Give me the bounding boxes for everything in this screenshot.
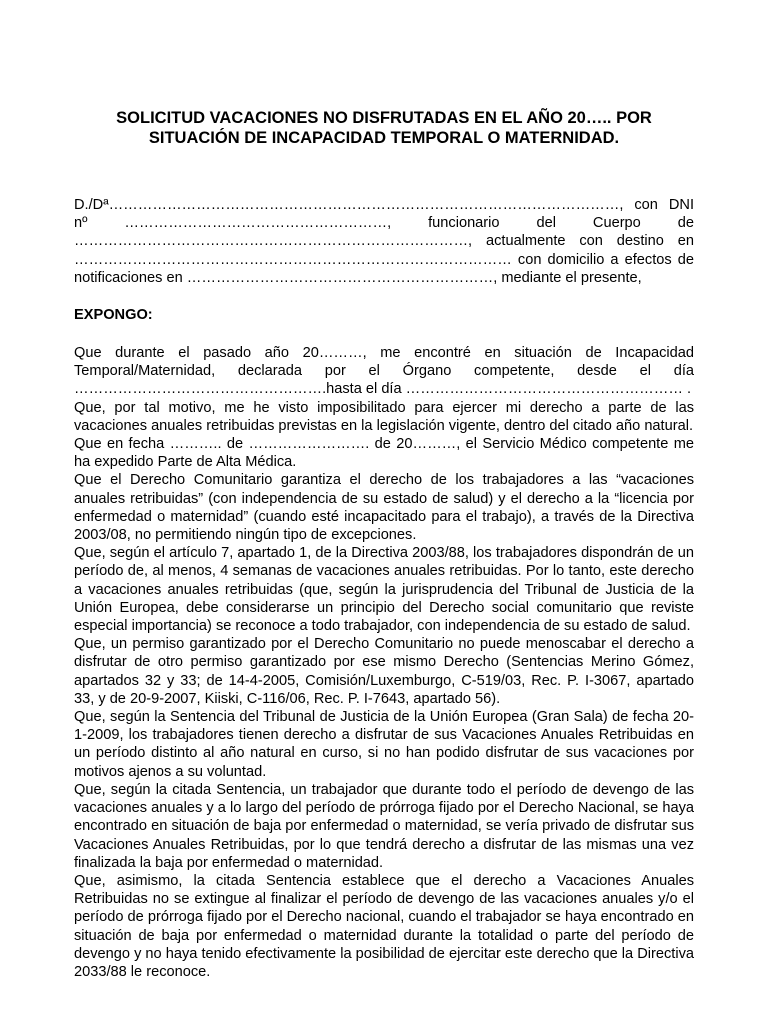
paragraph-1: Que durante el pasado año 20………, me encontré en situación de Incapacidad Temporal/Maternidad, declarada por el Órgano competente, desde el día …………………………………………….hasta el día ………………………………………………… . (74, 345, 694, 398)
intro-paragraph: D./Dª……………………………………………………………………………………………, con DNI nº ………………………………………………, funcionario del Cuerpo de ………………………………………………………………………, actualmente con destino en ……………………………………………………………………………… con domicilio a efectos de notificaciones en ………………………………………………………, mediante el presente, (74, 197, 694, 286)
paragraph-3: Que en fecha ……….. de ……………………. de 20………, el Servicio Médico competente me ha expedido Parte de Alta Médica. (74, 436, 694, 471)
paragraph-5: Que, según el artículo 7, apartado 1, de la Directiva 2003/88, los trabajadores dispondrán de un período de, al menos, 4 semanas de vacaciones anuales retribuidas. Por lo tanto, este derecho a vacaciones anuales retribuidas (que, según la jurisprudencia del Tribunal de Justicia de la Unión Europea, debe considerarse un principio del Derecho social comunitario que reviste especial importancia) se reconoce a todo trabajador, con independencia de su estado de salud. (74, 545, 694, 635)
title-line-2: SITUACIÓN DE INCAPACIDAD TEMPORAL O MATERNIDAD. (148, 129, 620, 147)
paragraph-9: Que, asimismo, la citada Sentencia establece que el derecho a Vacaciones Anuales Retribuidas no se extingue al finalizar el período de devengo de las vacaciones anuales y/o el período de prórroga fijado por el Derecho nacional, cuando el trabajador se haya encontrado en situación de baja por enfermedad o maternidad durante la totalidad o parte del período de devengo y no haya tenido efectivamente la posibilidad de ejercitar este derecho que la Directiva 2033/88 le reconoce. (74, 872, 694, 980)
exposition-body (74, 344, 694, 981)
section-heading: EXPONGO: (74, 307, 153, 324)
paragraph-6: Que, un permiso garantizado por el Derecho Comunitario no puede menoscabar el derecho a disfrutar de otro permiso garantizado por ese mismo Derecho (Sentencias Merino Gómez, apartados 32 y 33; de 14-4-2005, Comisión/Luxemburgo, C-519/03, Rec. P. I-3067, apartado 33, y de 20-9-2007, Kiiski, C-116/06, Rec. P. I-7643, apartado 56). (74, 636, 694, 707)
paragraph-7: Que, según la Sentencia del Tribunal de Justicia de la Unión Europea (Gran Sala) de fecha 20-1-2009, los trabajadores tienen derecho a disfrutar de sus Vacaciones Anuales Retribuidas en un período distinto al año natural en curso, si no han podido disfrutar de sus vacaciones por motivos ajenos a su voluntad. (74, 709, 694, 780)
paragraph-4: Que el Derecho Comunitario garantiza el derecho de los trabajadores a las “vacaciones anuales retribuidas” (con independencia de su estado de salud) y el derecho a la “licencia por enfermedad o maternidad” (cuando esté incapacitado para el trabajo), a través de la Directiva 2003/08, no permitiendo ningún tipo de excepciones. (74, 472, 694, 544)
paragraph-8: Que, según la citada Sentencia, un trabajador que durante todo el período de devengo de las vacaciones anuales y a lo largo del período de prórroga fijado por el Derecho Nacional, se haya encontrado en situación de baja por enfermedad o maternidad, se vería privado de disfrutar sus Vacaciones Anuales Retribuidas, por lo que tendrá derecho a disfrutar de las mismas una vez finalizada la baja por enfermedad o maternidad. (74, 781, 694, 871)
title-line-1: SOLICITUD VACACIONES NO DISFRUTADAS EN EL AÑO 20….. POR (116, 109, 652, 127)
paragraph-2: Que, por tal motivo, me he visto imposibilitado para ejercer mi derecho a parte de las vacaciones anuales retribuidas previstas en la legislación vigente, dentro del citado año natural. (74, 399, 694, 434)
document-title (74, 108, 694, 148)
